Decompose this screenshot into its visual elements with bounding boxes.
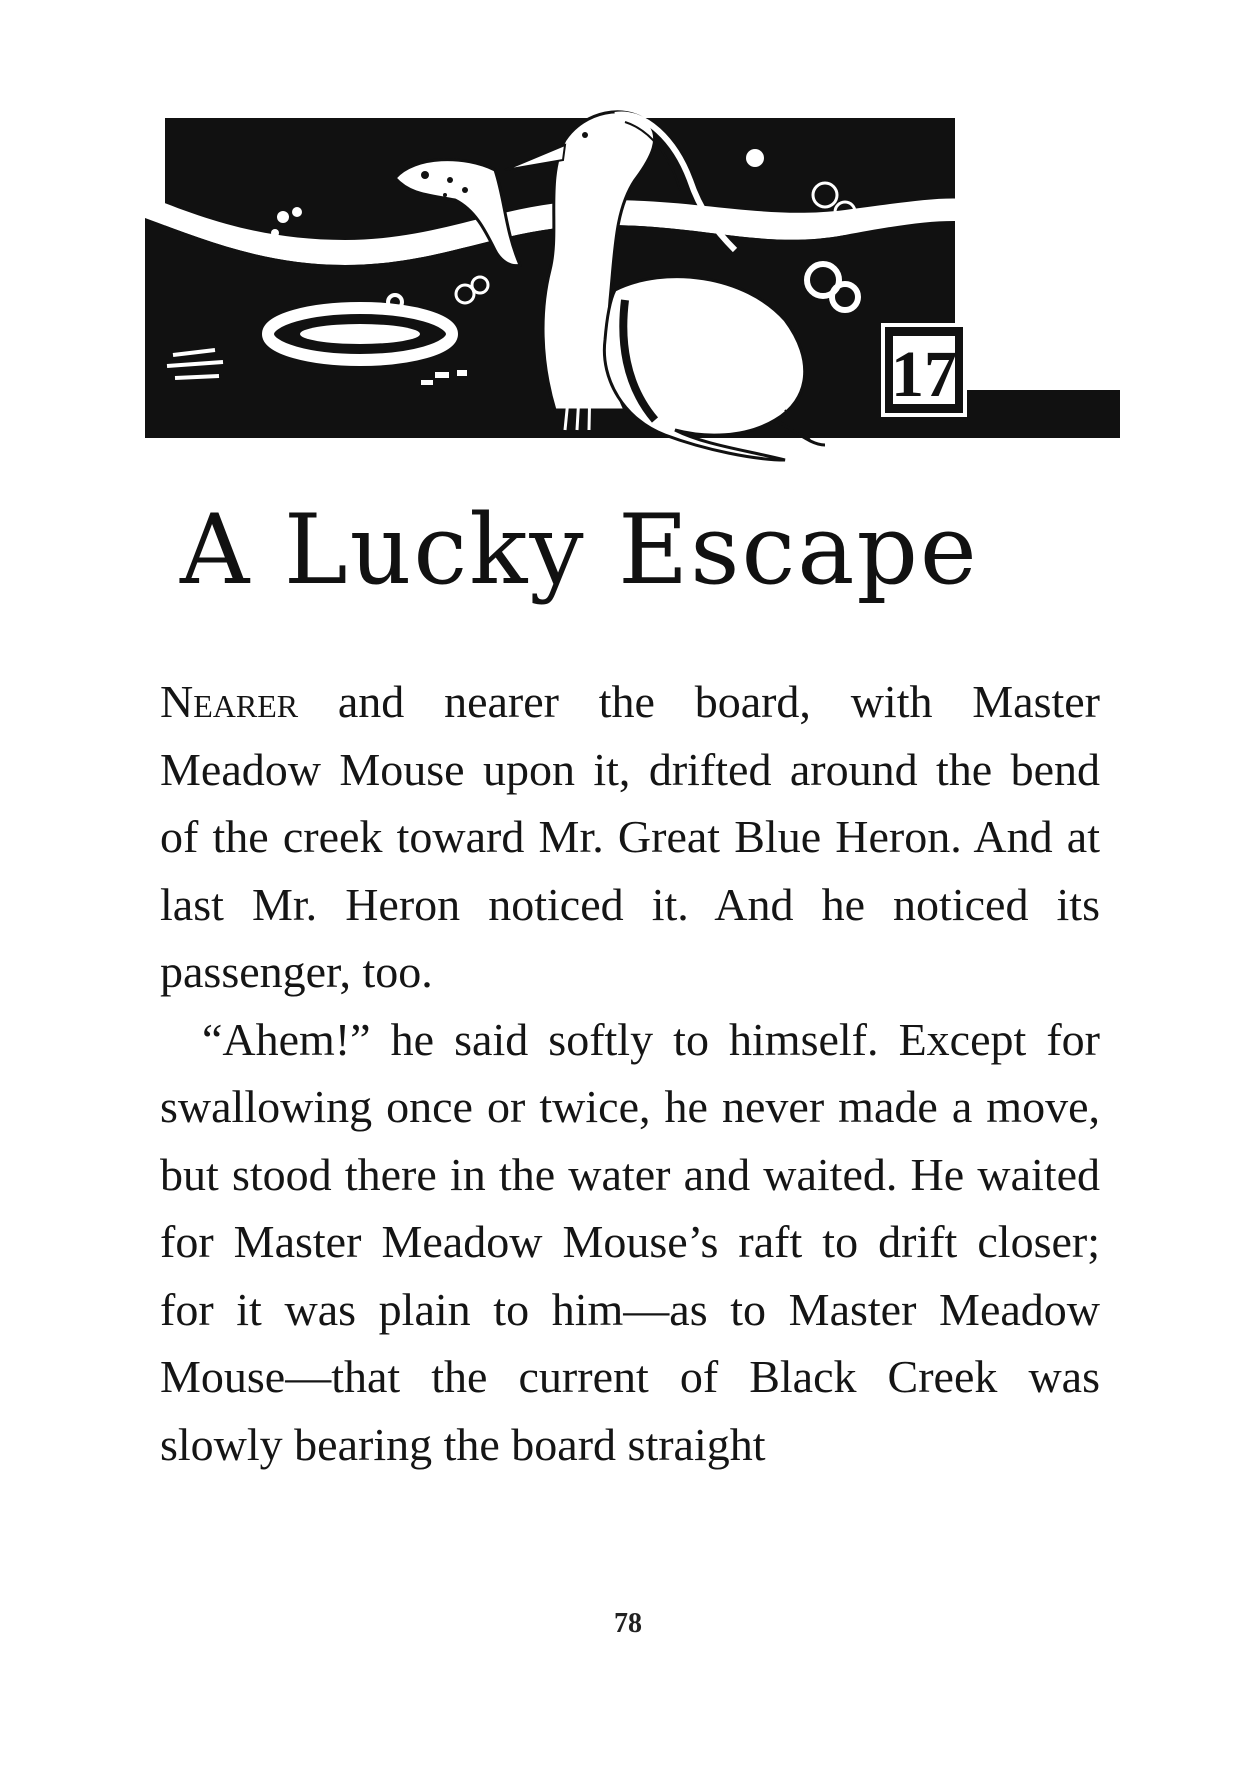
star (746, 149, 764, 167)
heron-eye (582, 132, 588, 138)
ground-bar (145, 418, 1120, 438)
chapter-title: A Lucky Escape (180, 494, 979, 606)
star (292, 207, 302, 217)
page-number: 78 (614, 1608, 642, 1639)
paragraph-2: “Ahem!” he said softly to himself. Except for swallowing once or twice, he never made a move, but stood there in the water and waited. He waited for Master Meadow Mouse’s raft to drift closer; for it was plain to him—as to Master Meadow Mouse—that the current of Black Creek was slowly bearing the board straight (160, 1013, 1100, 1470)
chapter-illustration (145, 100, 1120, 530)
chapter-number: 17 (891, 338, 957, 411)
paragraph-1-rest: and nearer the board, with Master Meadow Mouse upon it, drifted around the bend of the creek toward Mr. Great Blue Heron. And at last Mr. Heron noticed it. And he noticed its passenger, too. (160, 676, 1100, 997)
star (271, 229, 279, 237)
paragraph-1 (160, 668, 1100, 1006)
body-text (160, 668, 1100, 1478)
star (277, 211, 289, 223)
paragraph-1-lead: Nearer (160, 676, 299, 727)
